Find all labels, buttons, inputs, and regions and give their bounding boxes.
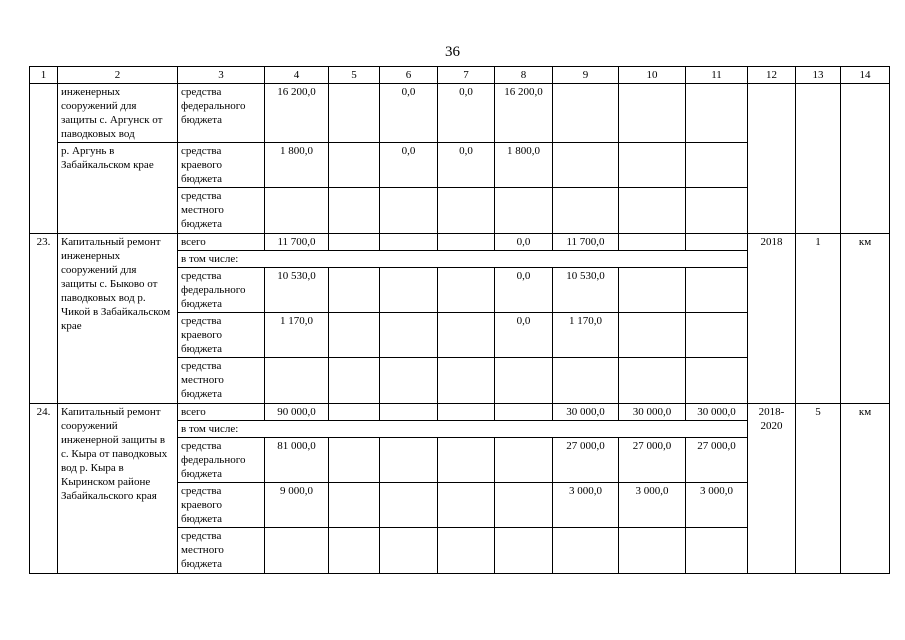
col-header: 11 — [686, 67, 748, 84]
source-federal: средства федерального бюджета — [178, 438, 265, 483]
unit: км — [841, 404, 890, 574]
cell — [686, 268, 748, 313]
col-header: 14 — [841, 67, 890, 84]
budget-table — [29, 66, 890, 574]
year: 2018-2020 — [748, 404, 796, 574]
cell-value: 0,0 — [495, 313, 553, 358]
cell — [686, 188, 748, 234]
cell-value: 3 000,0 — [686, 483, 748, 528]
cell — [619, 358, 686, 404]
cell — [619, 84, 686, 143]
cell — [438, 528, 495, 574]
capacity: 5 — [796, 404, 841, 574]
source-regional: средства краевого бюджета — [178, 483, 265, 528]
cell-value: 3 000,0 — [553, 483, 619, 528]
source-local: средства местного бюджета — [178, 188, 265, 234]
header-row — [30, 67, 890, 84]
cell-value: 3 000,0 — [619, 483, 686, 528]
cell — [686, 358, 748, 404]
cell — [380, 313, 438, 358]
source-federal: средства федерального бюджета — [178, 268, 265, 313]
cell — [438, 404, 495, 421]
cell-value: 9 000,0 — [265, 483, 329, 528]
unit: км — [841, 234, 890, 404]
cell — [495, 438, 553, 483]
cell-value: 1 800,0 — [265, 143, 329, 188]
col-header: 13 — [796, 67, 841, 84]
cell — [686, 313, 748, 358]
source-including: в том числе: — [178, 251, 748, 268]
cell-value: 0,0 — [380, 143, 438, 188]
cell — [438, 438, 495, 483]
cell — [265, 358, 329, 404]
item-name: р. Аргунь в Забайкальском крае — [58, 143, 178, 234]
cell — [380, 528, 438, 574]
cell — [438, 188, 495, 234]
cell-value: 27 000,0 — [619, 438, 686, 483]
table-row — [30, 404, 890, 421]
row-number: 23. — [30, 234, 58, 404]
col-header: 8 — [495, 67, 553, 84]
cell — [553, 528, 619, 574]
cell — [619, 313, 686, 358]
cell — [495, 483, 553, 528]
cell — [329, 313, 380, 358]
cell — [748, 84, 796, 234]
cell-value: 11 700,0 — [553, 234, 619, 251]
cell — [380, 438, 438, 483]
col-header: 6 — [380, 67, 438, 84]
cell — [329, 268, 380, 313]
cell-value: 90 000,0 — [265, 404, 329, 421]
cell — [495, 404, 553, 421]
cell-value: 0,0 — [438, 84, 495, 143]
item-name: инженерных сооружений для защиты с. Аргунск от паводковых вод — [58, 84, 178, 143]
cell — [329, 483, 380, 528]
cell — [619, 143, 686, 188]
page-number: 36 — [445, 44, 460, 60]
cell — [380, 358, 438, 404]
cell — [553, 84, 619, 143]
cell — [686, 528, 748, 574]
cell — [553, 358, 619, 404]
cell-value: 1 170,0 — [265, 313, 329, 358]
cell-value: 0,0 — [438, 143, 495, 188]
cell-value: 81 000,0 — [265, 438, 329, 483]
source-regional: средства краевого бюджета — [178, 143, 265, 188]
cell — [329, 143, 380, 188]
table-row — [30, 84, 890, 143]
source-including: в том числе: — [178, 421, 748, 438]
cell — [329, 438, 380, 483]
cell — [553, 143, 619, 188]
source-federal: средства федерального бюджета — [178, 84, 265, 143]
cell — [686, 84, 748, 143]
row-number: 24. — [30, 404, 58, 574]
cell-value: 0,0 — [495, 234, 553, 251]
cell-value: 30 000,0 — [686, 404, 748, 421]
source-local: средства местного бюджета — [178, 528, 265, 574]
cell — [495, 358, 553, 404]
col-header: 9 — [553, 67, 619, 84]
cell-value: 27 000,0 — [686, 438, 748, 483]
cell-value: 16 200,0 — [495, 84, 553, 143]
cell — [495, 528, 553, 574]
year: 2018 — [748, 234, 796, 404]
cell — [380, 483, 438, 528]
cell-value: 0,0 — [495, 268, 553, 313]
col-header: 4 — [265, 67, 329, 84]
cell — [438, 268, 495, 313]
cell — [329, 84, 380, 143]
cell-value: 10 530,0 — [265, 268, 329, 313]
cell — [329, 404, 380, 421]
cell-value: 16 200,0 — [265, 84, 329, 143]
cell — [686, 143, 748, 188]
cell — [495, 188, 553, 234]
item-name: Капитальный ремонт инженерных сооружений для защиты с. Быково от паводковых вод р. Чикой в Забайкальском крае — [58, 234, 178, 404]
cell — [553, 188, 619, 234]
col-header: 2 — [58, 67, 178, 84]
capacity: 1 — [796, 234, 841, 404]
col-header: 3 — [178, 67, 265, 84]
cell — [619, 528, 686, 574]
source-total: всего — [178, 404, 265, 421]
cell-value: 1 170,0 — [553, 313, 619, 358]
col-header: 10 — [619, 67, 686, 84]
cell — [438, 483, 495, 528]
cell — [265, 188, 329, 234]
col-header: 1 — [30, 67, 58, 84]
source-total: всего — [178, 234, 265, 251]
col-header: 5 — [329, 67, 380, 84]
cell-value: 30 000,0 — [553, 404, 619, 421]
cell — [265, 528, 329, 574]
cell-value: 0,0 — [380, 84, 438, 143]
cell-value: 27 000,0 — [553, 438, 619, 483]
cell — [380, 404, 438, 421]
cell-value: 11 700,0 — [265, 234, 329, 251]
col-header: 7 — [438, 67, 495, 84]
cell — [796, 84, 841, 234]
cell — [329, 188, 380, 234]
col-header: 12 — [748, 67, 796, 84]
cell — [30, 84, 58, 234]
cell — [380, 188, 438, 234]
item-name: Капитальный ремонт сооружений инженерной защиты в с. Кыра от паводковых вод р. Кыра в Кыринском районе Забайкальского края — [58, 404, 178, 574]
source-regional: средства краевого бюджета — [178, 313, 265, 358]
cell-value: 10 530,0 — [553, 268, 619, 313]
table-row — [30, 234, 890, 251]
cell — [438, 234, 495, 251]
cell — [841, 84, 890, 234]
cell — [619, 188, 686, 234]
cell — [380, 268, 438, 313]
cell — [619, 268, 686, 313]
cell — [329, 358, 380, 404]
cell — [619, 234, 686, 251]
cell — [329, 234, 380, 251]
cell — [329, 528, 380, 574]
cell — [438, 313, 495, 358]
cell — [686, 234, 748, 251]
cell — [380, 234, 438, 251]
cell — [438, 358, 495, 404]
cell-value: 30 000,0 — [619, 404, 686, 421]
cell-value: 1 800,0 — [495, 143, 553, 188]
source-local: средства местного бюджета — [178, 358, 265, 404]
